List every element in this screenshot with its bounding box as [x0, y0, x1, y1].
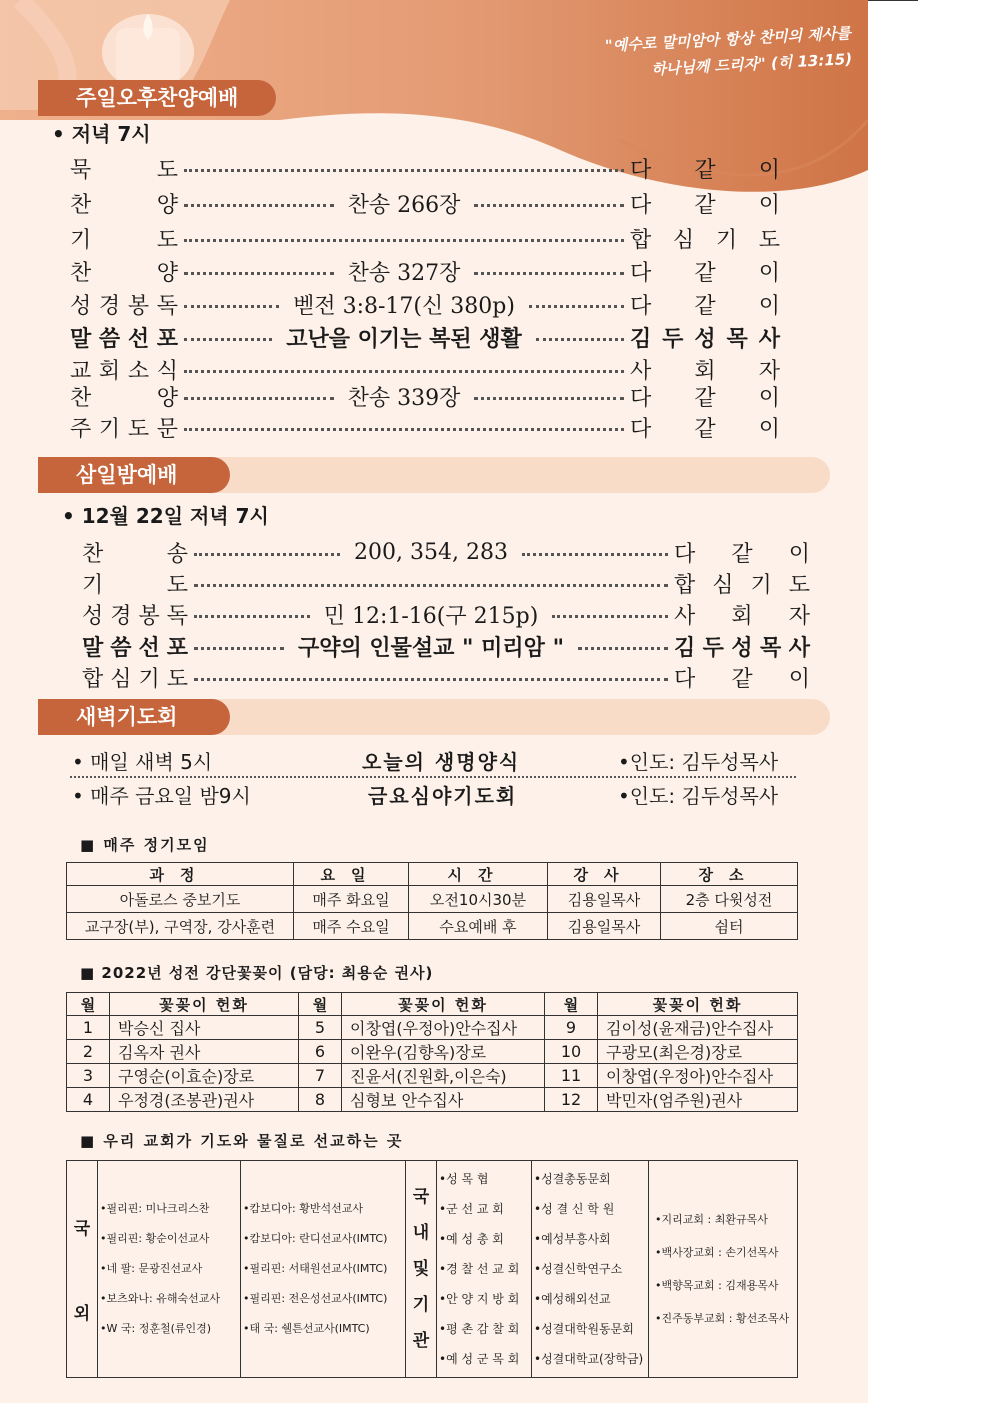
- char: 주: [70, 416, 92, 442]
- wednesday-title: 삼일밤예배: [38, 457, 230, 493]
- char: 기: [70, 227, 92, 253]
- char: 자: [758, 358, 780, 384]
- dot-leader: [184, 239, 624, 242]
- domestic-label-char: 기: [412, 1295, 430, 1315]
- flowers-month-cell: 9: [545, 1016, 598, 1040]
- flowers-donor-cell: 박민자(엄주원)권사: [598, 1088, 798, 1112]
- supported-churches-list: [649, 1161, 798, 1378]
- char: 묵: [70, 157, 92, 183]
- char: 회: [731, 603, 753, 629]
- char: 같: [694, 192, 716, 218]
- dot-leader: [184, 397, 334, 400]
- dot-leader: [184, 428, 624, 431]
- mission-item: •성결신학연구소: [534, 1262, 623, 1276]
- dawn-when-1: • 매일 새벽 5시: [72, 750, 213, 774]
- flowers-header-row: [67, 993, 798, 1016]
- dot-leader: [194, 615, 310, 618]
- char: 목: [726, 326, 748, 352]
- char: 교: [70, 358, 92, 384]
- mission-item: •평 촌 감 찰 회: [439, 1322, 520, 1336]
- char: 식: [156, 358, 178, 384]
- mission-item: •필리핀: 서태원선교사(IMTC): [243, 1262, 388, 1275]
- meetings-cell: 김용일목사: [548, 913, 661, 940]
- meetings-cell: 아돌로스 중보기도: [67, 886, 294, 913]
- order-detail: 찬송 266장: [347, 192, 461, 218]
- dawn-what-2: 금요심야기도회: [368, 784, 518, 808]
- mission-item: •성결대학원동문회: [534, 1322, 634, 1336]
- char: 이: [758, 385, 780, 411]
- char: 합: [630, 227, 652, 253]
- char: 다: [674, 666, 696, 692]
- order-detail: 찬송 339장: [347, 385, 461, 411]
- char: 도: [156, 157, 178, 183]
- mission-item: •지리교회 : 최환규목사: [655, 1213, 768, 1226]
- order-leader: [630, 188, 780, 219]
- order-leader: [630, 289, 780, 320]
- mission-item: •성 목 협: [439, 1172, 489, 1186]
- order-label: [82, 662, 188, 693]
- domestic-mission-list-2: [532, 1161, 649, 1378]
- domestic-label: [406, 1161, 437, 1378]
- char: 도: [166, 572, 188, 598]
- char: 씀: [98, 326, 121, 352]
- order-label: [82, 631, 188, 662]
- flowers-row: [67, 1016, 798, 1040]
- char: 심: [712, 572, 734, 598]
- wednesday-order-row: [82, 536, 810, 568]
- order-leader: [630, 322, 780, 353]
- order-detail: 벧전 3:8-17(신 380p): [293, 293, 515, 319]
- mission-item: •캄보디아: 란디선교사(IMTC): [243, 1232, 388, 1245]
- meetings-cell: 오전10시30분: [409, 886, 548, 913]
- dot-leader: [184, 169, 624, 172]
- order-label: [82, 537, 188, 568]
- char: 독: [156, 293, 178, 319]
- sunday-time: • 저녁 7시: [52, 122, 151, 146]
- char: 봉: [127, 293, 150, 319]
- char: 같: [731, 666, 753, 692]
- wednesday-time: • 12월 22일 저녁 7시: [62, 504, 269, 528]
- meetings-row: [67, 913, 798, 940]
- char: 이: [788, 666, 810, 692]
- char: 기: [715, 227, 738, 253]
- order-leader: [630, 412, 780, 443]
- char: 도: [156, 227, 178, 253]
- flowers-row: [67, 1040, 798, 1064]
- char: 이: [758, 192, 780, 218]
- meetings-title: ■ 매주 정기모임: [80, 836, 210, 854]
- char: 말: [70, 326, 92, 352]
- flowers-row: [67, 1088, 798, 1112]
- dot-leader: [194, 584, 668, 587]
- mission-item: •안 양 지 방 회: [439, 1292, 520, 1306]
- char: 사: [674, 603, 696, 629]
- wednesday-order-row: [82, 567, 810, 599]
- order-detail: 민 12:1-16(구 215p): [323, 603, 539, 629]
- char: 같: [694, 416, 716, 442]
- order-leader: [630, 153, 780, 184]
- char: 기: [82, 572, 104, 598]
- dot-leader: [194, 678, 668, 681]
- flowers-month-cell: 7: [299, 1064, 342, 1088]
- flowers-donor-cell: 구광모(최은경)장로: [598, 1040, 798, 1064]
- missions-row: [67, 1161, 798, 1378]
- sunday-order-row: [70, 288, 780, 320]
- domestic-label-char: 관: [412, 1331, 430, 1351]
- mission-item: •백향목교회 : 김재용목사: [655, 1279, 779, 1292]
- flowers-header-month-3: 월: [545, 993, 598, 1016]
- char: 도: [758, 227, 780, 253]
- dot-leader: [184, 305, 279, 308]
- mission-item: •예 성 군 목 회: [439, 1352, 520, 1366]
- mission-item: •네 팔: 문광진선교사: [100, 1262, 203, 1275]
- dawn-title: 새벽기도회: [38, 699, 230, 735]
- dot-leader: [529, 305, 624, 308]
- char: 성: [70, 293, 92, 319]
- mission-item: •예성부흥사회: [534, 1232, 611, 1246]
- char: 다: [630, 293, 652, 319]
- flowers-donor-cell: 김옥자 권사: [110, 1040, 299, 1064]
- char: 같: [694, 385, 716, 411]
- flowers-month-cell: 11: [545, 1064, 598, 1088]
- dot-leader: [184, 204, 334, 207]
- char: 도: [166, 666, 188, 692]
- char: 경: [110, 603, 132, 629]
- flowers-donor-cell: 이완우(김향옥)장로: [342, 1040, 545, 1064]
- order-label: [70, 223, 178, 254]
- mission-item: •필리핀: 전은성선교사(IMTC): [243, 1292, 388, 1305]
- order-label: [70, 153, 178, 184]
- mission-item: •예 성 총 회: [439, 1232, 504, 1246]
- meetings-row: [67, 886, 798, 913]
- order-leader: [674, 662, 810, 693]
- char: 사: [788, 635, 810, 661]
- char: 도: [127, 416, 150, 442]
- dot-leader: [194, 647, 284, 650]
- foreign-label: [67, 1161, 98, 1378]
- char: 이: [758, 416, 780, 442]
- mission-item: •필리핀: 황순이선교사: [100, 1232, 210, 1245]
- dot-leader: [552, 615, 668, 618]
- flowers-donor-cell: 이창엽(우정아)안수집사: [598, 1064, 798, 1088]
- order-leader: [630, 223, 780, 254]
- meetings-header-place: 장소: [661, 863, 798, 886]
- char: 도: [788, 572, 810, 598]
- dot-leader: [184, 272, 334, 275]
- char: 목: [760, 635, 782, 661]
- meetings-header-row: [67, 863, 798, 886]
- sunday-order-row: [70, 152, 780, 184]
- dot-leader: [522, 553, 668, 556]
- meetings-cell: 교구장(부), 구역장, 강사훈련: [67, 913, 294, 940]
- meetings-header-time: 시간: [409, 863, 548, 886]
- char: 합: [674, 572, 696, 598]
- order-label: [70, 322, 178, 353]
- missions-table: [66, 1160, 798, 1378]
- char: 다: [674, 541, 696, 567]
- char: 사: [630, 358, 652, 384]
- char: 사: [758, 326, 780, 352]
- char: 같: [694, 157, 716, 183]
- char: 회: [694, 358, 716, 384]
- meetings-cell: 쉼터: [661, 913, 798, 940]
- char: 찬: [70, 192, 92, 218]
- char: 찬: [70, 385, 92, 411]
- meetings-cell: 2층 다윗성전: [661, 886, 798, 913]
- verse-line-2: 하나님께 드리자" (히 13:15): [650, 49, 853, 79]
- order-leader: [630, 381, 780, 412]
- domestic-mission-list-1: [437, 1161, 532, 1378]
- dot-leader: [194, 553, 340, 556]
- flowers-donor-cell: 우정경(조봉관)권사: [110, 1088, 299, 1112]
- order-leader: [674, 568, 810, 599]
- sunday-title: 주일오후찬양예배: [38, 80, 276, 116]
- mission-item: •진주동부교회 : 황선조목사: [655, 1312, 790, 1325]
- flowers-month-cell: 2: [67, 1040, 110, 1064]
- char: 같: [694, 260, 716, 286]
- char: 김: [674, 635, 696, 661]
- mission-item: •성 결 신 학 원: [534, 1202, 615, 1216]
- meetings-cell: 매주 화요일: [294, 886, 409, 913]
- flowers-header-donor-3: 꽃꽂이 헌화: [598, 993, 798, 1016]
- mission-item: •성결총동문회: [534, 1172, 611, 1186]
- order-label: [82, 599, 188, 630]
- char: 포: [166, 635, 188, 661]
- order-label: [70, 289, 178, 320]
- meetings-cell: 매주 수요일: [294, 913, 409, 940]
- mission-item: •캄보디아: 황반석선교사: [243, 1202, 363, 1215]
- dot-leader: [474, 272, 624, 275]
- order-leader: [674, 631, 810, 662]
- order-leader: [630, 256, 780, 287]
- char: 두: [662, 326, 684, 352]
- order-label: [70, 188, 178, 219]
- missions-title: ■ 우리 교회가 기도와 물질로 선교하는 곳: [80, 1132, 404, 1150]
- meetings-cell: 김용일목사: [548, 886, 661, 913]
- flowers-table: [66, 992, 798, 1112]
- dot-leader: [578, 647, 668, 650]
- flowers-row: [67, 1064, 798, 1088]
- flowers-header-donor-2: 꽃꽂이 헌화: [342, 993, 545, 1016]
- mission-item: •보츠와나: 유해숙선교사: [100, 1292, 220, 1305]
- char: 양: [156, 192, 178, 218]
- mission-item: •군 선 교 회: [439, 1202, 504, 1216]
- char: 기: [750, 572, 772, 598]
- char: 이: [758, 157, 780, 183]
- order-label: [70, 381, 178, 412]
- char: 다: [630, 192, 652, 218]
- char: 말: [82, 635, 104, 661]
- dot-leader: [184, 338, 272, 341]
- char: 찬: [82, 541, 104, 567]
- char: 다: [630, 416, 652, 442]
- char: 이: [788, 541, 810, 567]
- char: 기: [138, 666, 160, 692]
- char: 두: [702, 635, 724, 661]
- wednesday-order-row: [82, 598, 810, 630]
- flowers-title: ■ 2022년 성전 강단꽃꽂이 (담당: 최용순 권사): [80, 964, 434, 982]
- order-label: [70, 256, 178, 287]
- domestic-label-char: 내: [412, 1223, 430, 1243]
- char: 다: [630, 260, 652, 286]
- flowers-donor-cell: 진윤서(진원화,이은숙): [342, 1064, 545, 1088]
- corner-line: [868, 0, 918, 1]
- sunday-order-row: [70, 222, 780, 254]
- foreign-label-2: 외: [73, 1304, 91, 1324]
- dawn-when-2: • 매주 금요일 밤9시: [72, 784, 251, 808]
- flowers-donor-cell: 구영순(이효순)장로: [110, 1064, 299, 1088]
- mission-item: •W 국: 정훈철(류인경): [100, 1322, 212, 1335]
- char: 심: [110, 666, 132, 692]
- char: 경: [98, 293, 121, 319]
- mission-item: •백사장교회 : 손기선목사: [655, 1246, 779, 1259]
- char: 회: [98, 358, 121, 384]
- dot-leader: [474, 204, 624, 207]
- char: 찬: [70, 260, 92, 286]
- flowers-donor-cell: 김이성(윤재금)안수집사: [598, 1016, 798, 1040]
- char: 봉: [138, 603, 160, 629]
- char: 씀: [110, 635, 132, 661]
- char: 같: [694, 293, 716, 319]
- char: 다: [630, 385, 652, 411]
- dot-leader: [184, 370, 624, 373]
- mission-item: •예성해외선교: [534, 1292, 611, 1306]
- mission-item: •경 찰 선 교 회: [439, 1262, 520, 1276]
- flowers-month-cell: 12: [545, 1088, 598, 1112]
- char: 성: [731, 635, 753, 661]
- char: 성: [82, 603, 104, 629]
- wednesday-order-row: [82, 630, 810, 662]
- dawn-divider: [70, 776, 796, 778]
- meetings-header-teacher: 강사: [548, 863, 661, 886]
- char: 송: [166, 541, 188, 567]
- char: 자: [788, 603, 810, 629]
- meetings-table: [66, 862, 798, 940]
- char: 김: [630, 326, 652, 352]
- char: 이: [758, 260, 780, 286]
- meetings-header-course: 과정: [67, 863, 294, 886]
- dawn-leader-1: •인도: 김두성목사: [618, 750, 779, 774]
- dot-leader: [474, 397, 624, 400]
- char: 독: [166, 603, 188, 629]
- char: 같: [731, 541, 753, 567]
- foreign-mission-list-1: [98, 1161, 241, 1378]
- order-detail: 고난을 이기는 복된 생활: [286, 326, 522, 352]
- flowers-month-cell: 5: [299, 1016, 342, 1040]
- mission-item: •태 국: 쉘튼선교사(IMTC): [243, 1322, 370, 1335]
- flowers-header-month-1: 월: [67, 993, 110, 1016]
- dawn-what-1: 오늘의 생명양식: [362, 750, 521, 774]
- wednesday-order-row: [82, 661, 810, 693]
- verse-line-1: "예수로 말미암아 항상 찬미의 제사를: [604, 23, 852, 55]
- sunday-order-row: [70, 380, 780, 412]
- flowers-header-donor-1: 꽃꽂이 헌화: [110, 993, 299, 1016]
- char: 심: [672, 227, 695, 253]
- order-label: [82, 568, 188, 599]
- flowers-header-month-2: 월: [299, 993, 342, 1016]
- order-detail: 200, 354, 283: [354, 539, 508, 565]
- mission-item: •필리핀: 미나크리스찬: [100, 1202, 210, 1215]
- foreign-label-1: 국: [73, 1219, 91, 1239]
- char: 기: [98, 416, 121, 442]
- flowers-month-cell: 3: [67, 1064, 110, 1088]
- order-detail: 구약의 인물설교 " 미리암 ": [297, 635, 565, 661]
- flowers-donor-cell: 심형보 안수집사: [342, 1088, 545, 1112]
- char: 합: [82, 666, 104, 692]
- meetings-header-day: 요일: [294, 863, 409, 886]
- sunday-order-row: [70, 187, 780, 219]
- char: 양: [156, 260, 178, 286]
- flowers-donor-cell: 박승신 집사: [110, 1016, 299, 1040]
- flowers-month-cell: 8: [299, 1088, 342, 1112]
- sunday-order-row: [70, 321, 780, 353]
- meetings-cell: 수요예배 후: [409, 913, 548, 940]
- mission-item: •성결대학교(장학금): [534, 1352, 644, 1366]
- flowers-month-cell: 10: [545, 1040, 598, 1064]
- dawn-leader-2: •인도: 김두성목사: [618, 784, 779, 808]
- order-leader: [674, 537, 810, 568]
- char: 성: [694, 326, 716, 352]
- order-label: [70, 412, 178, 443]
- dot-leader: [536, 338, 624, 341]
- order-leader: [674, 599, 810, 630]
- char: 선: [127, 326, 150, 352]
- char: 문: [156, 416, 178, 442]
- flowers-month-cell: 6: [299, 1040, 342, 1064]
- domestic-label-char: 국: [412, 1187, 430, 1207]
- char: 다: [630, 157, 652, 183]
- flowers-month-cell: 1: [67, 1016, 110, 1040]
- sunday-order-row: [70, 411, 780, 443]
- char: 선: [138, 635, 160, 661]
- sunday-order-row: [70, 255, 780, 287]
- flowers-month-cell: 4: [67, 1088, 110, 1112]
- domestic-label-char: 및: [412, 1259, 430, 1279]
- flowers-donor-cell: 이창엽(우정아)안수집사: [342, 1016, 545, 1040]
- foreign-mission-list-2: [241, 1161, 406, 1378]
- char: 양: [156, 385, 178, 411]
- char: 포: [156, 326, 178, 352]
- order-detail: 찬송 327장: [347, 260, 461, 286]
- char: 이: [758, 293, 780, 319]
- char: 소: [127, 358, 150, 384]
